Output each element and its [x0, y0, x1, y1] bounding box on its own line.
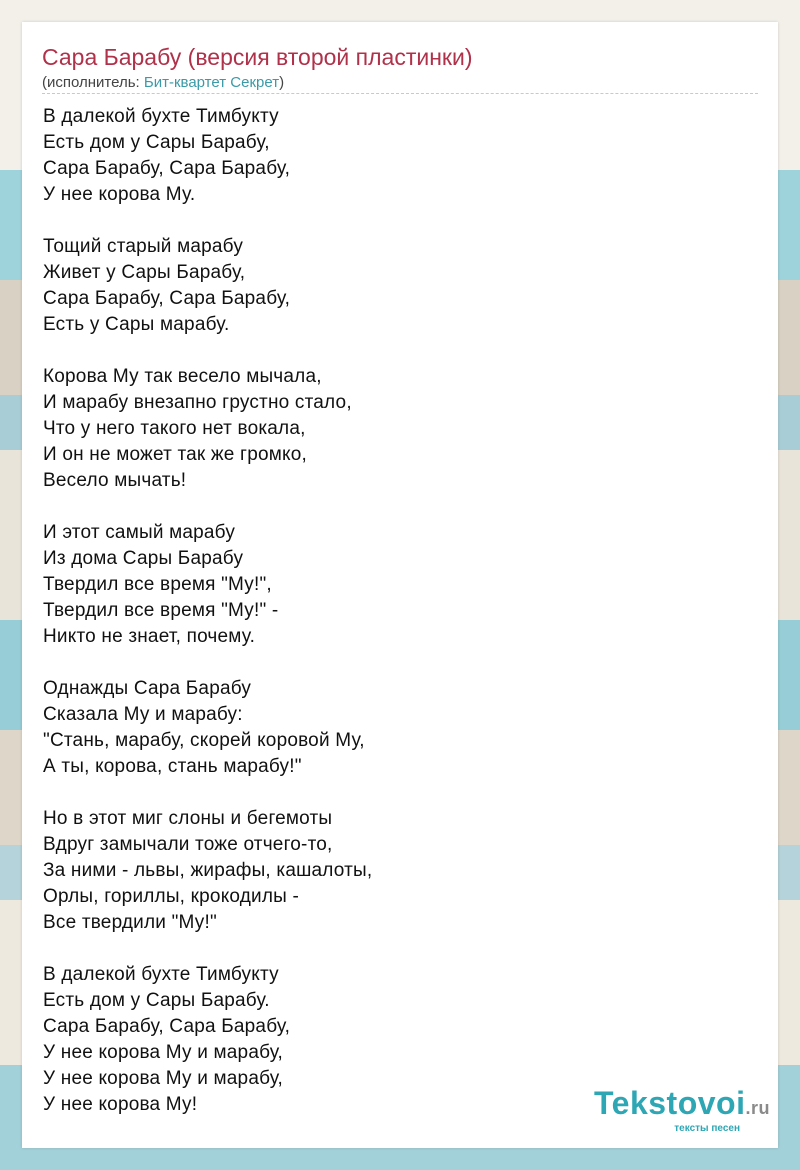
- performer-prefix: (исполнитель:: [42, 74, 144, 91]
- lyrics-stanza: [43, 104, 372, 208]
- lyric-line: "Стань, марабу, скорей коровой Му,: [43, 730, 365, 751]
- divider: [42, 93, 758, 94]
- lyric-line: Тощий старый марабу: [43, 236, 244, 257]
- lyric-line: У нее корова Му!: [43, 1094, 198, 1115]
- lyric-line: У нее корова Му и марабу,: [43, 1068, 284, 1089]
- lyric-line: И он не может так же громко,: [43, 444, 307, 465]
- lyric-line: Орлы, гориллы, крокодилы -: [43, 886, 300, 907]
- logo-name: Tekstovoi: [593, 1085, 746, 1121]
- performer-line: [42, 74, 284, 91]
- lyric-line: Все твердили "Му!": [43, 912, 217, 933]
- lyrics-stanza: [43, 234, 372, 338]
- lyric-line: Корова Му так весело мычала,: [43, 366, 322, 387]
- song-title: Сара Барабу (версия второй пластинки): [42, 44, 473, 70]
- lyric-line: У нее корова Му и марабу,: [43, 1042, 284, 1063]
- performer-suffix: ): [279, 74, 285, 91]
- lyric-line: Из дома Сары Барабу: [43, 548, 244, 569]
- artist-link[interactable]: Бит-квартет Секрет: [143, 74, 280, 91]
- lyric-line: Есть дом у Сары Барабу,: [43, 132, 270, 153]
- lyric-line: А ты, корова, стань марабу!": [43, 756, 302, 777]
- lyric-line: Никто не знает, почему.: [43, 626, 256, 647]
- lyrics-stanza: [43, 364, 372, 494]
- lyric-line: Вдруг замычали тоже отчего-то,: [43, 834, 333, 855]
- lyric-line: Весело мычать!: [43, 470, 187, 491]
- lyrics-stanza: [43, 806, 372, 936]
- lyric-line: У нее корова Му.: [43, 184, 196, 205]
- lyrics-stanza: [43, 676, 372, 780]
- lyric-line: Есть дом у Сары Барабу.: [43, 990, 270, 1011]
- lyric-line: Есть у Сары марабу.: [43, 314, 230, 335]
- lyric-line: И марабу внезапно грустно стало,: [43, 392, 352, 413]
- lyric-line: Но в этот миг слоны и бегемоты: [43, 808, 333, 829]
- lyric-line: Живет у Сары Барабу,: [43, 262, 246, 283]
- lyrics-body: [43, 104, 372, 1144]
- lyric-line: Сара Барабу, Сара Барабу,: [43, 1016, 291, 1037]
- lyrics-card: [22, 22, 778, 1148]
- lyric-line: Сара Барабу, Сара Барабу,: [43, 158, 291, 179]
- lyric-line: Твердил все время "Му!",: [43, 574, 272, 595]
- lyric-line: Сказала Му и марабу:: [43, 704, 243, 725]
- lyrics-stanza: [43, 520, 372, 650]
- lyric-line: Однажды Сара Барабу: [43, 678, 252, 699]
- logo-tld: .ru: [745, 1098, 770, 1118]
- lyric-line: В далекой бухте Тимбукту: [43, 964, 279, 985]
- lyrics-stanza: [43, 962, 372, 1118]
- lyric-line: За ними - львы, жирафы, кашалоты,: [43, 860, 373, 881]
- lyric-line: В далекой бухте Тимбукту: [43, 106, 279, 127]
- lyric-line: Твердил все время "Му!" -: [43, 600, 279, 621]
- lyric-line: Сара Барабу, Сара Барабу,: [43, 288, 291, 309]
- lyric-line: Что у него такого нет вокала,: [43, 418, 306, 439]
- logo-tagline: тексты песен: [674, 1123, 740, 1134]
- lyric-line: И этот самый марабу: [43, 522, 236, 543]
- site-logo[interactable]: [594, 1086, 770, 1134]
